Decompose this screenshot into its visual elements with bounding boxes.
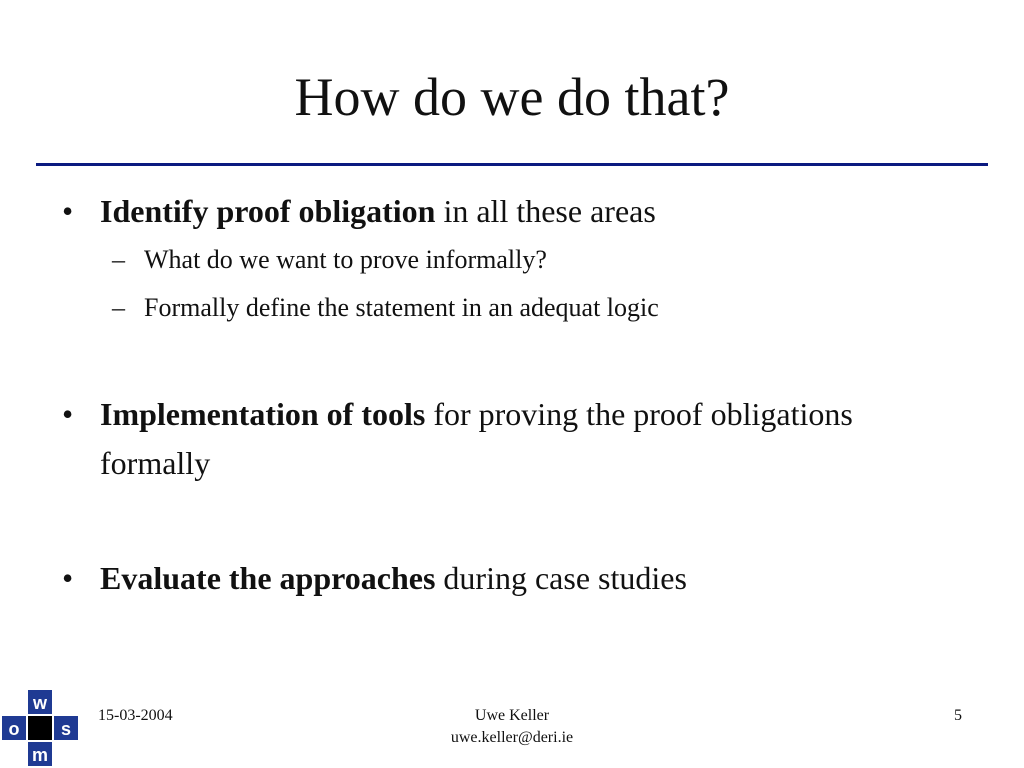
bullet-dot-icon: • bbox=[62, 396, 74, 432]
bullet-item bbox=[60, 187, 960, 332]
footer-author-block bbox=[362, 705, 662, 749]
sub-item bbox=[60, 236, 960, 284]
slide-title: How do we do that? bbox=[294, 67, 730, 127]
bullet-item bbox=[60, 390, 960, 488]
bullet-text: for proving the proof obligations formally bbox=[100, 396, 853, 481]
bullet-dot-icon: • bbox=[62, 560, 74, 596]
logo-letter: s bbox=[60, 719, 72, 739]
bullet-dot-icon: • bbox=[62, 193, 74, 229]
footer-email: uwe.keller@deri.ie bbox=[450, 729, 574, 746]
footer bbox=[0, 705, 1024, 765]
sub-item-text: What do we want to prove informally? bbox=[144, 245, 547, 274]
bullet-bold-text: Implementation of tools bbox=[100, 396, 426, 432]
page-number: 5 bbox=[954, 707, 962, 724]
sub-item bbox=[60, 284, 960, 332]
logo-letter: m bbox=[31, 745, 49, 765]
footer-date: 15-03-2004 bbox=[98, 707, 173, 724]
logo-letter: w bbox=[32, 693, 48, 713]
bullet-bold-text: Identify proof obligation bbox=[100, 193, 436, 229]
bullet-item bbox=[60, 554, 960, 603]
dash-icon: – bbox=[112, 293, 125, 322]
footer-author: Uwe Keller bbox=[474, 707, 550, 724]
bullet-text: during case studies bbox=[435, 560, 687, 596]
bullet-text: in all these areas bbox=[435, 193, 656, 229]
logo-letter: o bbox=[8, 719, 20, 739]
dash-icon: – bbox=[112, 245, 125, 274]
sub-item-text: Formally define the statement in an adequat logic bbox=[144, 293, 659, 322]
bullet-bold-text: Evaluate the approaches bbox=[100, 560, 436, 596]
